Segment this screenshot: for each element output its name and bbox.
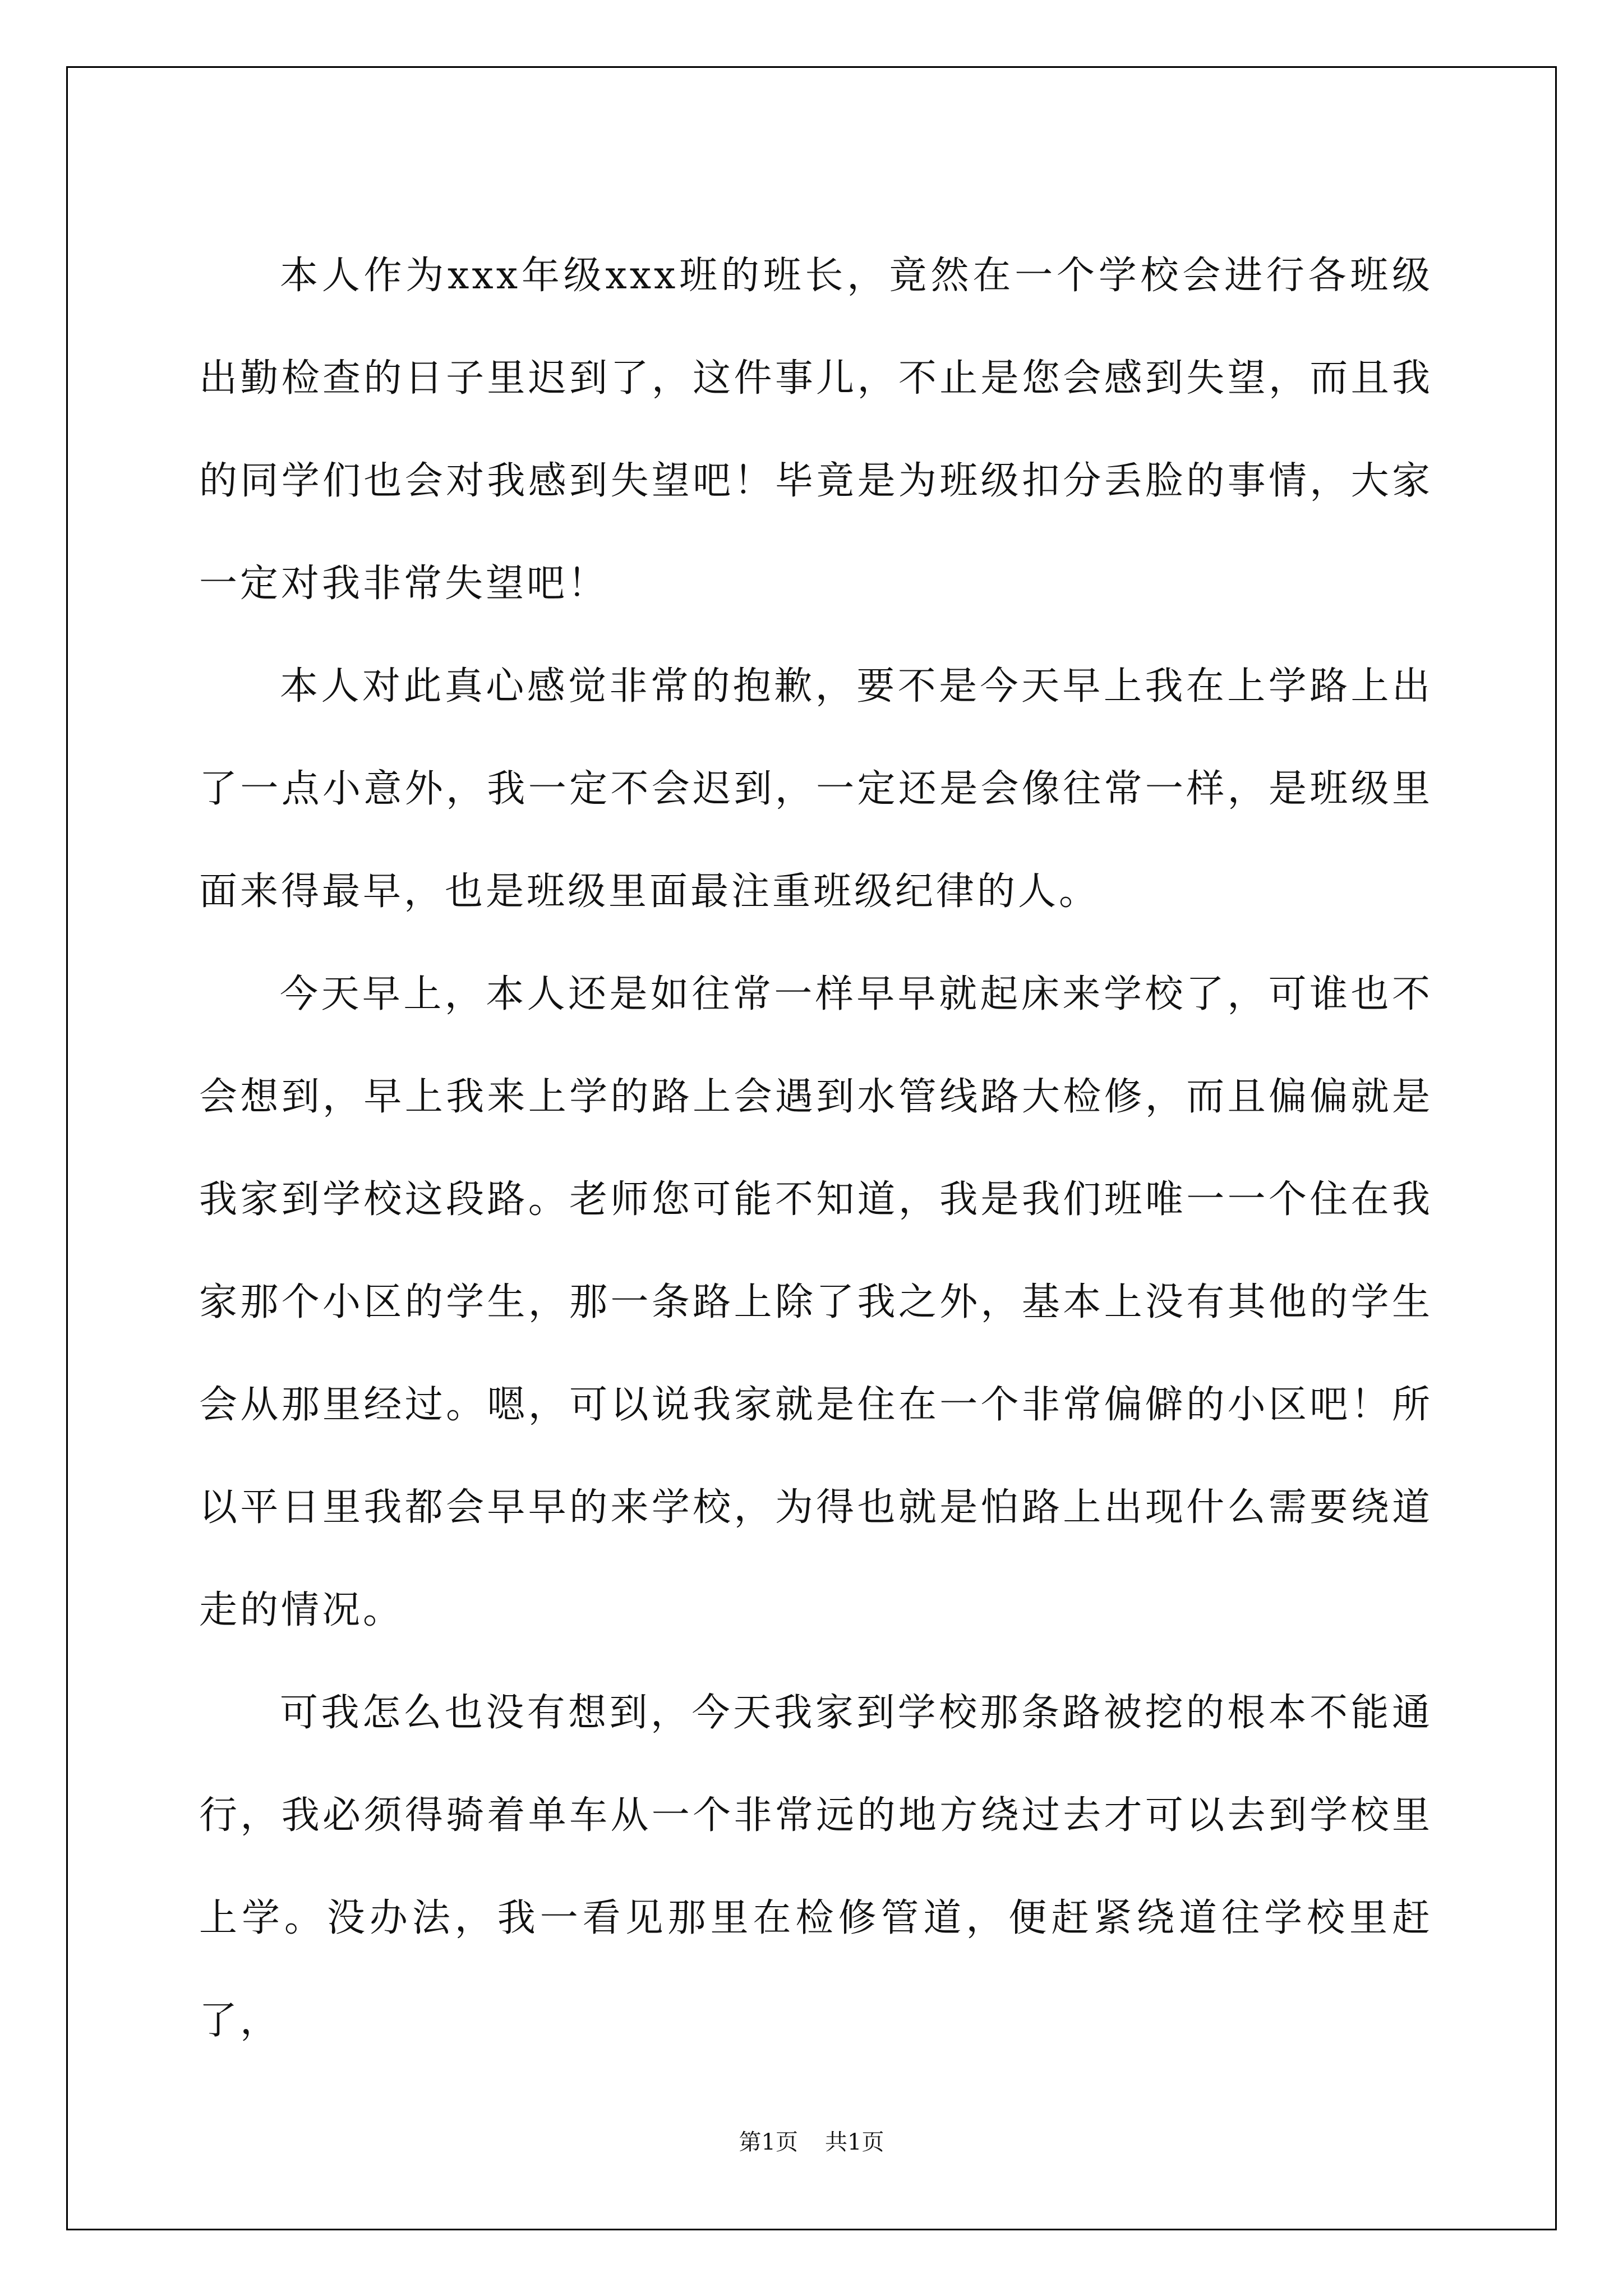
paragraph-1: 本人作为xxx年级xxx班的班长，竟然在一个学校会进行各班级出勤检查的日子里迟到了，这件事儿，不止是您会感到失望，而且我的同学们也会对我感到失望吧！毕竟是为班级扣分丢脸的事情，大家一定对我非常失望吧！ xyxy=(199,254,1433,606)
paragraph-4: 可我怎么也没有想到，今天我家到学校那条路被挖的根本不能通行，我必须得骑着单车从一个非常远的地方绕过去才可以去到学校里上学。没办法，我一看见那里在检修管道，便赶紧绕道往学校里赶了， xyxy=(199,1691,1433,2043)
paragraph-2: 本人对此真心感觉非常的抱歉，要不是今天早上我在上学路上出了一点小意外，我一定不会迟到，一定还是会像往常一样，是班级里面来得最早，也是班级里面最注重班级纪律的人。 xyxy=(199,664,1433,914)
page-number-current: 第1页 xyxy=(739,2129,798,2155)
page-footer xyxy=(0,2124,1623,2156)
paragraph-3: 今天早上，本人还是如往常一样早早就起床来学校了，可谁也不会想到，早上我来上学的路上会遇到水管线路大检修，而且偏偏就是我家到学校这段路。老师您可能不知道，我是我们班唯一一个住在我家那个小区的学生，那一条路上除了我之外，基本上没有其他的学生会从那里经过。嗯，可以说我家就是住在一个非常偏僻的小区吧！所以平日里我都会早早的来学校，为得也就是怕路上出现什么需要绕道走的情况。 xyxy=(199,972,1433,1632)
page-number-total: 共1页 xyxy=(825,2129,884,2155)
document-body xyxy=(199,224,1433,2072)
